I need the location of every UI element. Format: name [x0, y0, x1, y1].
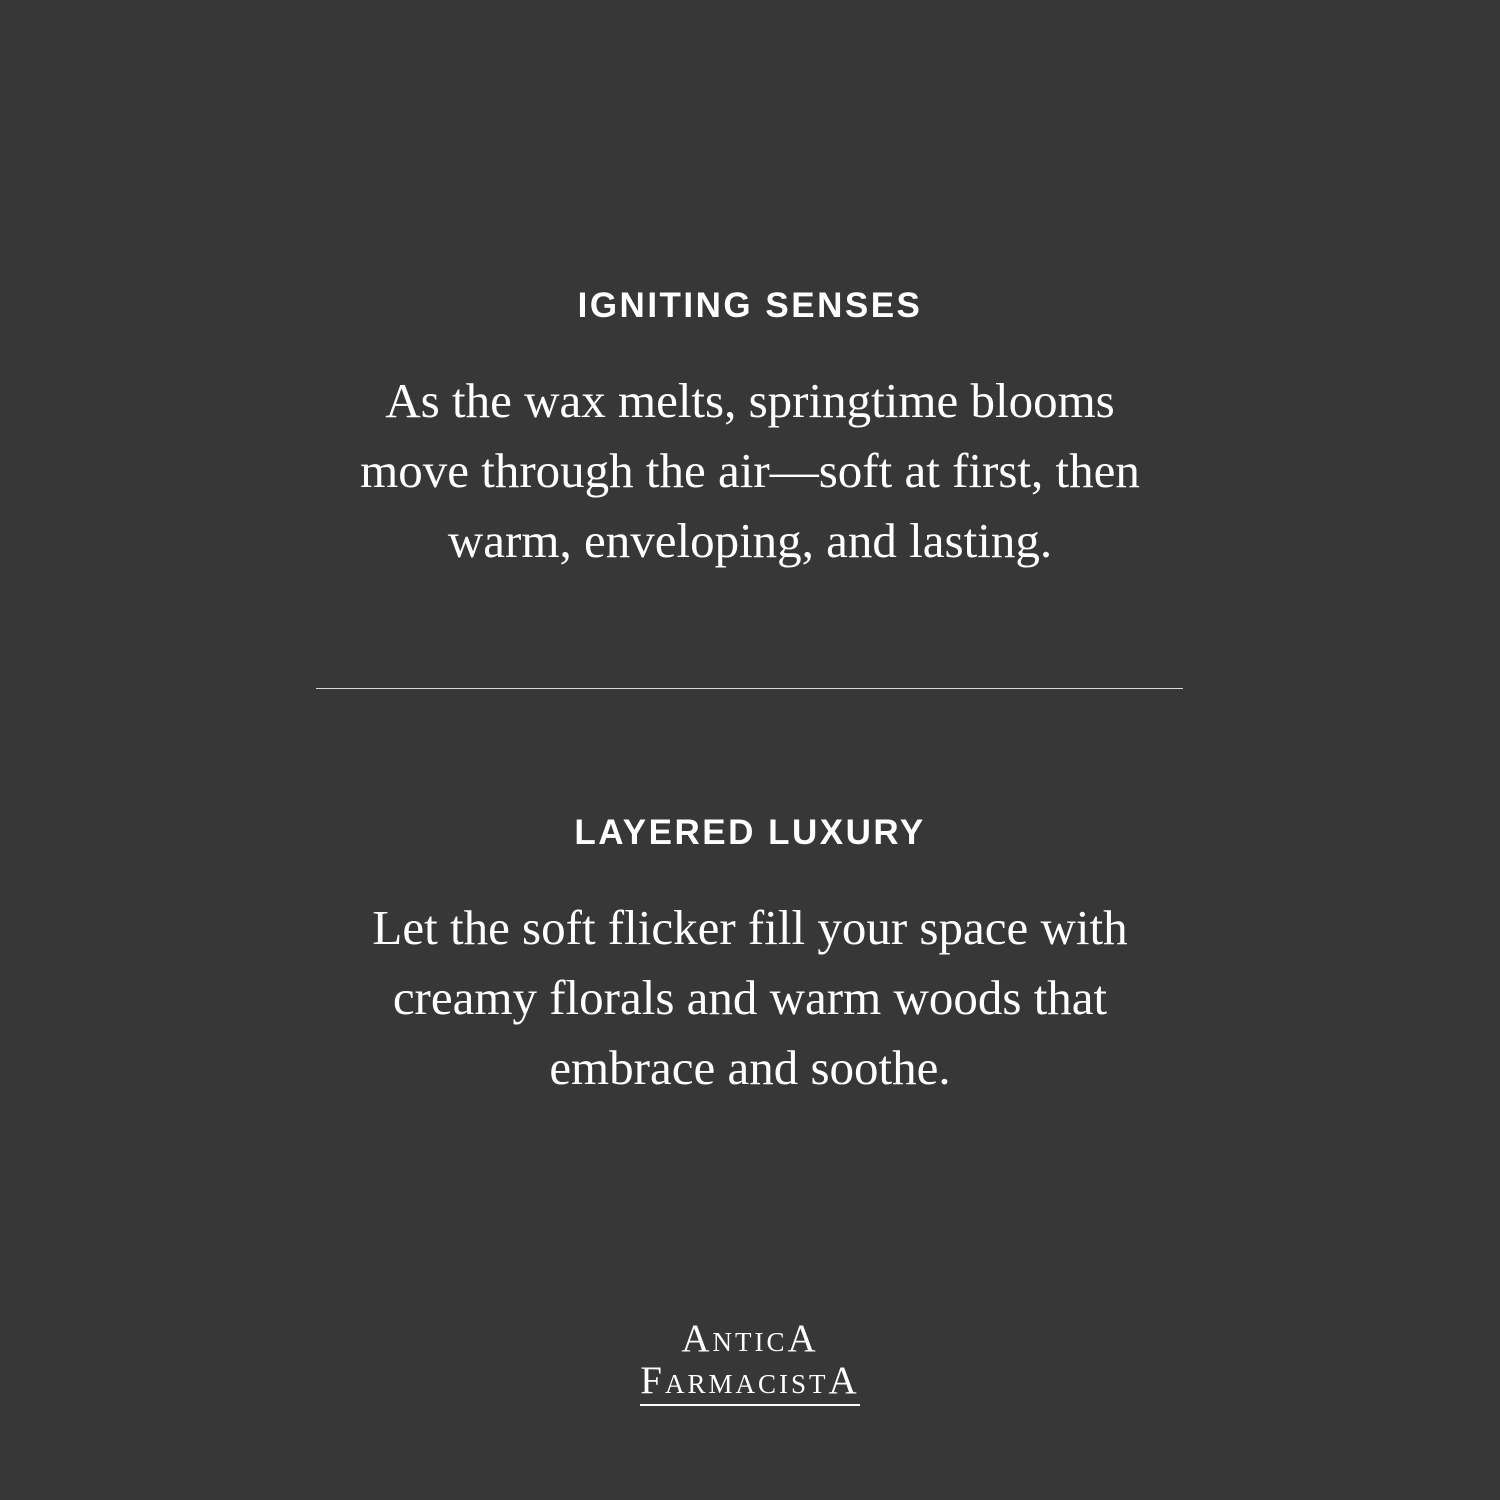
brand-logo-wordmark: [640, 1318, 859, 1406]
section-heading: IGNITING SENSES: [577, 286, 923, 325]
section-heading: LAYERED LUXURY: [574, 813, 926, 852]
brand-logo-line-2: FarmacistA: [640, 1359, 860, 1402]
brand-logo: [0, 1318, 1500, 1406]
section-body: Let the soft flicker fill your space with creamy florals and warm woods that embrace and soothe.: [372, 900, 1128, 1095]
section-divider: [316, 688, 1183, 689]
brand-logo-line-1: AnticA: [681, 1317, 819, 1360]
section-body: As the wax melts, springtime blooms move through the air—soft at first, then warm, enveloping, and lasting.: [360, 373, 1140, 568]
section-layered-luxury: [0, 813, 1500, 1103]
section-igniting-senses: [0, 286, 1500, 576]
